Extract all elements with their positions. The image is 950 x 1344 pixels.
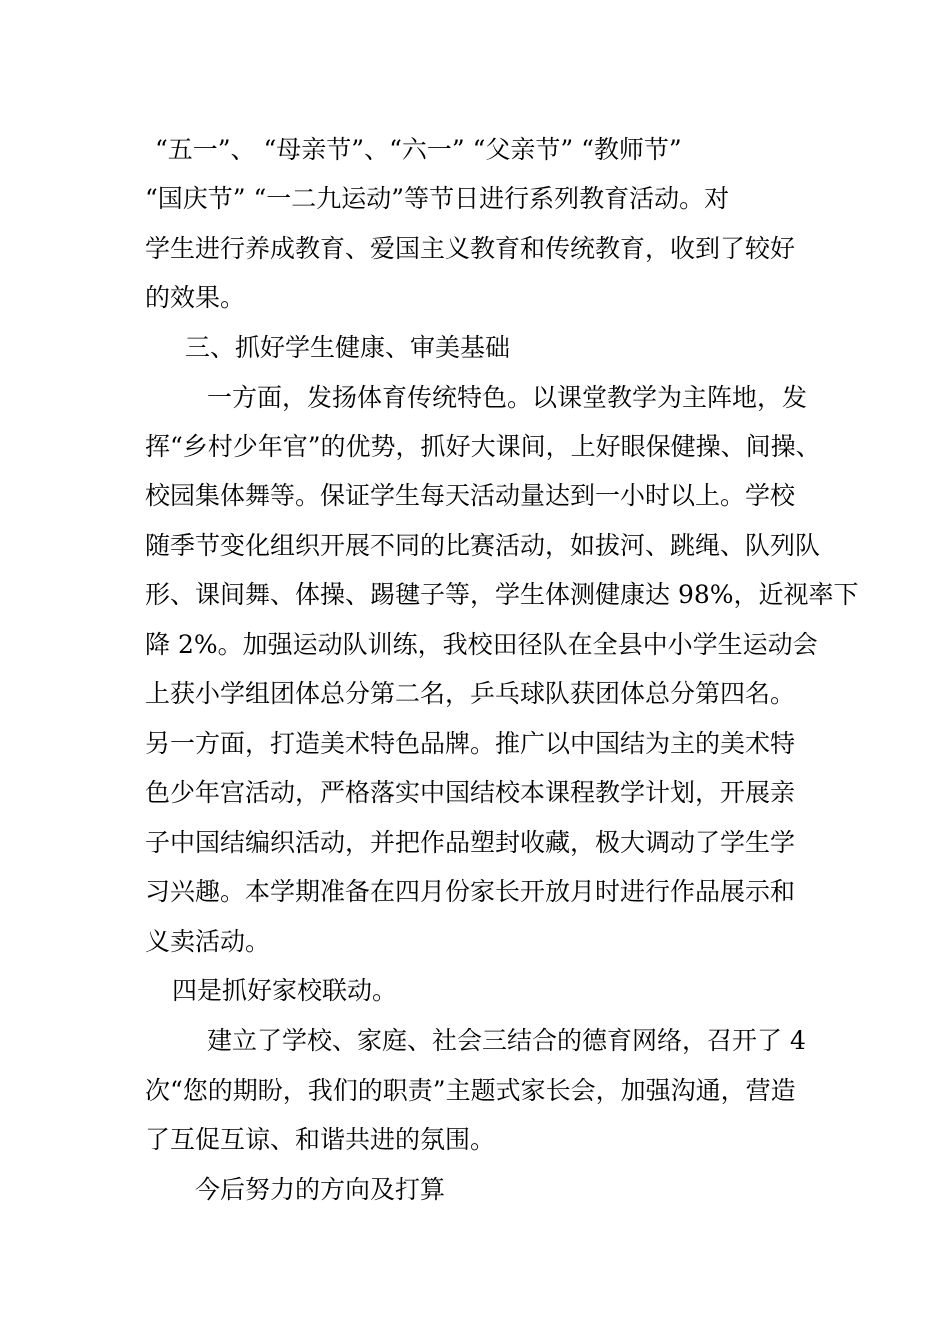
text-line: 色少年宫活动，严格落实中国结校本课程教学计划，开展亲: [145, 778, 796, 807]
text-line: 学生进行养成教育、爱国主义教育和传统教育，收到了较好: [145, 234, 796, 263]
text-line: 了互促互谅、和谐共进的氛围。: [145, 1125, 496, 1154]
text-line: 另一方面，打造美术特色品牌。推广以中国结为主的美术特: [145, 729, 796, 758]
text-line: 随季节变化组织开展不同的比赛活动，如拔河、跳绳、队列队: [145, 531, 821, 560]
section-heading: 三、抓好学生健康、审美基础: [185, 333, 511, 362]
text-line: “国庆节” “一二九运动”等节日进行系列教育活动。对: [145, 184, 730, 213]
text-line: 上获小学组团体总分第二名，乒乓球队获团体总分第四名。: [145, 679, 796, 708]
text-line: 校园集体舞等。保证学生每天活动量达到一小时以上。学校: [145, 481, 796, 510]
text-line: 习兴趣。本学期准备在四月份家长开放月时进行作品展示和: [145, 877, 796, 906]
section-heading: 四是抓好家校联动。: [172, 976, 398, 1005]
text-line: 子中国结编织活动，并把作品塑封收藏，极大调动了学生学: [145, 828, 796, 857]
text-line: 次“您的期盼，我们的职责”主题式家长会，加强沟通，营造: [145, 1076, 796, 1105]
text-line: 挥“乡村少年官”的优势，抓好大课间，上好眼保健操、间操、: [145, 432, 821, 461]
text-line: 义卖活动。: [145, 927, 271, 956]
text-line: 降 2%。加强运动队训练，我校田径队在全县中小学生运动会: [145, 630, 818, 659]
text-line: 建立了学校、家庭、社会三结合的德育网络，召开了 4: [207, 1026, 806, 1055]
text-line: 形、课间舞、体操、踢毽子等，学生体测健康达 98%，近视率下: [145, 580, 859, 609]
text-line: “五一”、 “母亲节”、“六一” “父亲节” “教师节”: [155, 135, 682, 164]
section-heading: 今后努力的方向及打算: [195, 1175, 446, 1204]
text-line: 的效果。: [145, 283, 246, 312]
text-line: 一方面，发扬体育传统特色。以课堂教学为主阵地，发: [207, 383, 808, 412]
